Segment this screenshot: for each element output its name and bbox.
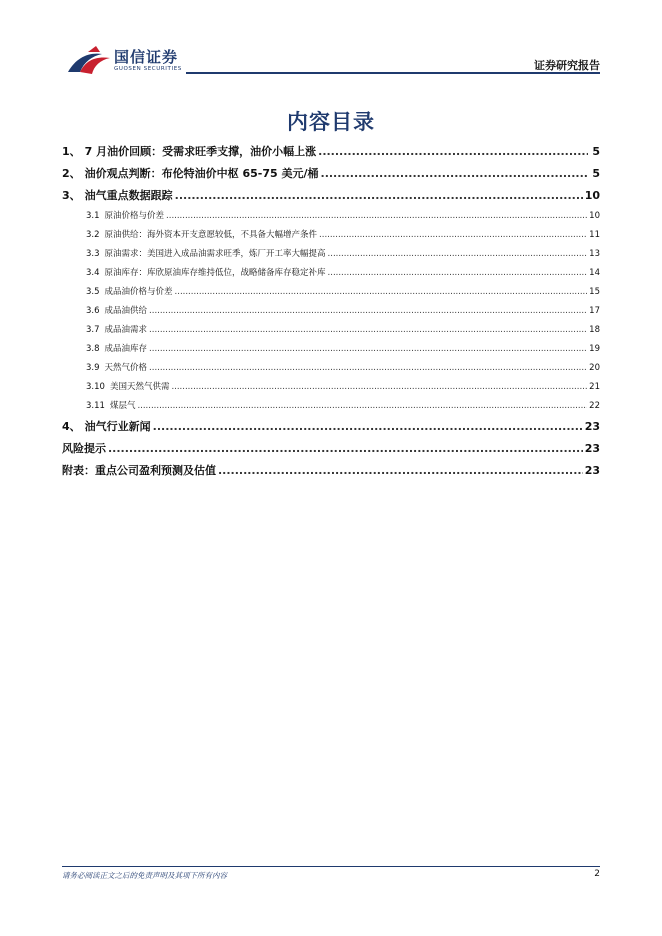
page-header: [0, 0, 662, 80]
toc-dot-leader: [153, 416, 583, 438]
guosen-logo: [66, 44, 186, 78]
toc-entry-page: 13: [589, 249, 600, 259]
toc-entry-title: 原油需求：美国进入成品油需求旺季，炼厂开工率大幅提高: [104, 249, 326, 259]
toc-entry-title: 附表：重点公司盈利预测及估值: [62, 464, 216, 477]
toc-entry-subsection[interactable]: [62, 321, 600, 340]
toc-dot-leader: [149, 359, 587, 378]
toc-entry-page: 20: [589, 363, 600, 373]
toc-dot-leader: [149, 321, 587, 340]
toc-entry-subsection[interactable]: [62, 283, 600, 302]
toc-entry-section[interactable]: [62, 185, 600, 207]
toc-entry-number: 1、: [62, 145, 81, 158]
table-of-contents: [62, 141, 600, 482]
toc-dot-leader: [149, 302, 587, 321]
toc-entry-page: 11: [589, 230, 600, 240]
header-divider: [186, 72, 600, 74]
toc-entry-subsection[interactable]: [62, 226, 600, 245]
toc-entry-number: 2、: [62, 167, 81, 180]
toc-entry-subsection[interactable]: [62, 302, 600, 321]
toc-entry-title: 原油价格与价差: [104, 211, 165, 221]
toc-dot-leader: [175, 283, 588, 302]
toc-dot-leader: [318, 141, 588, 163]
toc-entry-subsection[interactable]: [62, 359, 600, 378]
toc-entry-subsection[interactable]: [62, 245, 600, 264]
toc-entry-page: 23: [584, 464, 600, 477]
toc-entry-page: 5: [592, 145, 600, 158]
page-number: 2: [594, 869, 600, 879]
toc-entry-number: 3.3: [86, 249, 100, 259]
toc-dot-leader: [328, 245, 588, 264]
toc-entry-subsection[interactable]: [62, 378, 600, 397]
toc-entry-number: 3、: [62, 189, 81, 202]
toc-entry-title: 美国天然气供需: [109, 382, 170, 392]
toc-entry-page: 23: [584, 442, 600, 455]
toc-entry-number: 3.2: [86, 230, 100, 240]
toc-dot-leader: [108, 438, 583, 460]
toc-entry-page: 14: [589, 268, 600, 278]
toc-entry-number: 3.8: [86, 344, 100, 354]
toc-entry-number: 3.11: [86, 401, 105, 411]
toc-entry-number: 3.7: [86, 325, 100, 335]
toc-entry-section[interactable]: [62, 141, 600, 163]
toc-entry-number: 3.10: [86, 382, 105, 392]
toc-entry-page: 10: [589, 211, 600, 221]
toc-entry-page: 23: [584, 420, 600, 433]
toc-entry-number: 3.1: [86, 211, 100, 221]
toc-dot-leader: [319, 226, 587, 245]
toc-entry-title: 原油供给：海外资本开支意愿较低，不具备大幅增产条件: [104, 230, 318, 240]
toc-entry-page: 21: [589, 382, 600, 392]
guosen-logo-icon: [66, 44, 112, 78]
toc-entry-page: 17: [589, 306, 600, 316]
toc-entry-title: 煤层气: [109, 401, 136, 411]
toc-entry-page: 18: [589, 325, 600, 335]
toc-dot-leader: [328, 264, 588, 283]
toc-dot-leader: [175, 185, 583, 207]
toc-dot-leader: [171, 378, 587, 397]
toc-entry-number: 3.5: [86, 287, 100, 297]
toc-title: 内容目录: [287, 110, 375, 134]
toc-entry-section[interactable]: [62, 438, 600, 460]
toc-entry-section[interactable]: [62, 163, 600, 185]
toc-entry-subsection[interactable]: [62, 207, 600, 226]
toc-entry-number: 4、: [62, 420, 81, 433]
footer-disclaimer: 请务必阅读正文之后的免责声明及其项下所有内容: [62, 871, 227, 880]
toc-entry-title: 成品油价格与价差: [104, 287, 173, 297]
toc-dot-leader: [137, 397, 587, 416]
toc-entry-title: 风险提示: [62, 442, 106, 455]
toc-entry-title: 油气行业新闻: [84, 420, 151, 433]
logo-chinese-name: 国信证券: [114, 48, 179, 66]
toc-entry-title: 成品油库存: [104, 344, 148, 354]
toc-entry-subsection[interactable]: [62, 340, 600, 359]
toc-entry-page: 5: [592, 167, 600, 180]
toc-entry-title: 成品油需求: [104, 325, 148, 335]
toc-entry-number: 3.6: [86, 306, 100, 316]
toc-entry-title: 油气重点数据跟踪: [84, 189, 173, 202]
toc-dot-leader: [166, 207, 587, 226]
footer-divider: [62, 866, 600, 867]
toc-entry-subsection[interactable]: [62, 264, 600, 283]
toc-entry-section[interactable]: [62, 416, 600, 438]
toc-entry-title: 原油库存：库欣原油库存维持低位，战略储备库存稳定补库: [104, 268, 326, 278]
toc-entry-section[interactable]: [62, 460, 600, 482]
toc-entry-page: 19: [589, 344, 600, 354]
toc-entry-number: 3.4: [86, 268, 100, 278]
report-type-label: 证券研究报告: [534, 59, 600, 72]
toc-entry-title: 天然气价格: [104, 363, 148, 373]
toc-entry-number: 3.9: [86, 363, 100, 373]
toc-dot-leader: [149, 340, 587, 359]
logo-english-name: GUOSEN SECURITIES: [114, 66, 182, 72]
toc-entry-page: 15: [589, 287, 600, 297]
toc-entry-page: 10: [584, 189, 600, 202]
toc-entry-title: 成品油供给: [104, 306, 148, 316]
toc-dot-leader: [321, 163, 588, 185]
toc-entry-title: 油价观点判断：布伦特油价中枢 65-75 美元/桶: [84, 167, 319, 180]
toc-entry-subsection[interactable]: [62, 397, 600, 416]
toc-entry-title: 7 月油价回顾：受需求旺季支撑，油价小幅上涨: [84, 145, 317, 158]
toc-entry-page: 22: [589, 401, 600, 411]
toc-dot-leader: [218, 460, 583, 482]
